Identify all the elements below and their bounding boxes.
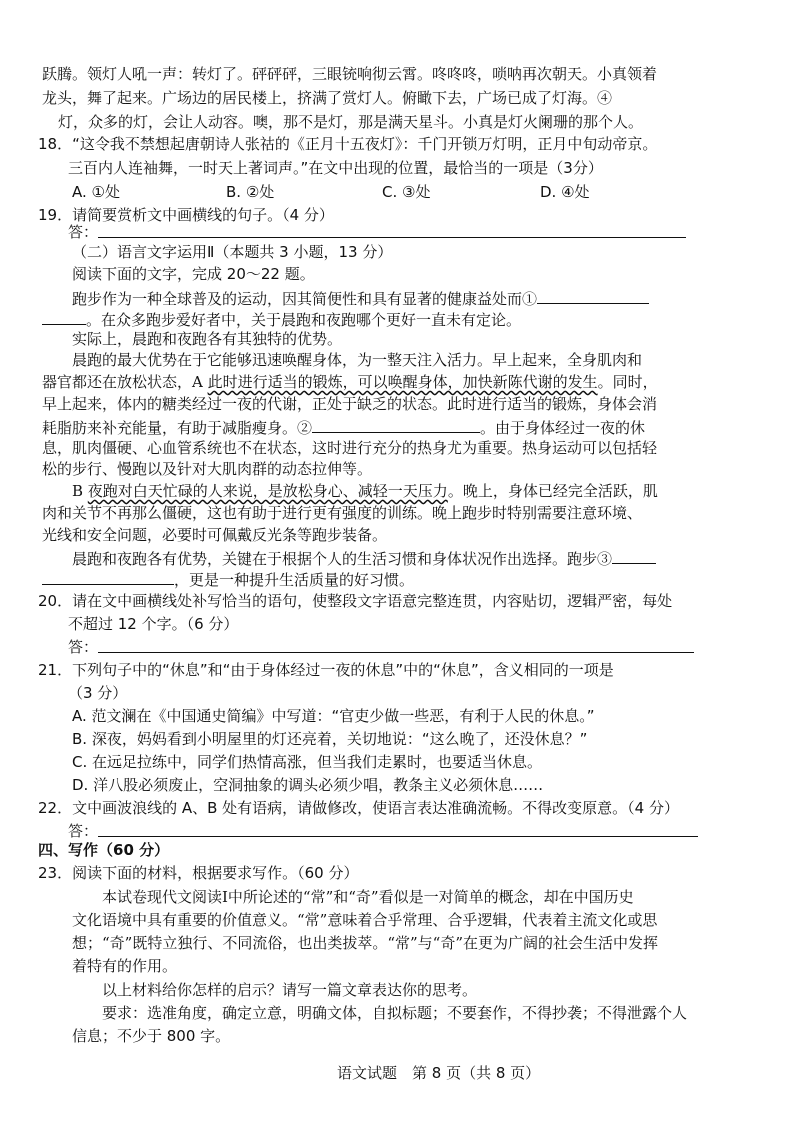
question-23: 23．阅读下面的材料，根据要求写作。（60 分） <box>38 864 359 882</box>
passage-line: 松的步行、慢跑以及针对大肌肉群的动态拉伸等。 <box>42 460 373 478</box>
writing-requirements-cont: 信息；不少于 800 字。 <box>72 1027 231 1045</box>
story-line: 龙头，舞了起来。广场边的居民楼上，挤满了赏灯人。俯瞰下去，广场已成了灯海。④ <box>42 89 613 107</box>
wavy-sentence-b: 夜跑对白天忙碌的人来说，是放松身心、减轻一天压力 <box>87 482 448 500</box>
q21-option-c: C. 在远足拉练中，同学们热情高涨，但当我们走累时，也要适当休息。 <box>72 753 543 771</box>
material-line: 想；“奇”既特立独行、不同流俗，也出类拔萃。“常”与“奇”在更为广阔的社会生活中发挥 <box>72 934 659 952</box>
passage-line: 光线和安全问题，必要时可佩戴反光条等跑步装备。 <box>42 526 388 544</box>
passage-text: 晨跑和夜跑各有优势，关键在于根据个人的生活习惯和身体状况作出选择。跑步③ <box>72 550 613 568</box>
passage-line <box>42 308 521 330</box>
q21-option-d: D. 洋八股必须废止，空洞抽象的调头必须少唱，教条主义必须休息…… <box>72 776 544 794</box>
story-line: 灯，众多的灯，会让人动容。噢，那不是灯，那是满天星斗。小真是灯火阑珊的那个人。 <box>58 113 644 131</box>
question-19: 19．请简要赏析文中画横线的句子。（4 分） <box>38 206 334 224</box>
passage-line: 晨跑的最大优势在于它能够迅速唤醒身体，为一整天注入活力。早上起来，全身肌肉和 <box>72 351 643 369</box>
passage-text: 。同时， <box>597 373 658 391</box>
passage-text: 。由于身体经过一夜的休 <box>480 419 646 437</box>
question-21: 21．下列句子中的“休息”和“由于身体经过一夜的休息”中的“休息”，含义相同的一项是 <box>38 661 614 679</box>
writing-requirements: 要求：选准角度，确定立意，明确文体，自拟标题；不要套作，不得抄袭；不得泄露个人 <box>102 1004 688 1022</box>
question-21-cont: （3 分） <box>68 684 128 702</box>
question-22: 22．文中画波浪线的 A、B 处有语病，请做修改，使语言表达准确流畅。不得改变原意。（4 分） <box>38 799 679 817</box>
blank-1-cont[interactable] <box>42 308 86 325</box>
q22-answer-line[interactable] <box>98 836 698 837</box>
q20-answer-line[interactable] <box>98 652 694 653</box>
section-instruction: 阅读下面的文字，完成 20～22 题。 <box>72 265 315 283</box>
writing-prompt: 以上材料给你怎样的启示？请写一篇文章表达你的思考。 <box>102 981 478 999</box>
q21-option-a: A. 范文澜在《中国通史简编》中写道：“官吏少做一些恶，有利于人民的休息。” <box>72 707 595 725</box>
q18-option-a: A. ①处 <box>72 183 120 201</box>
passage-line <box>72 287 649 309</box>
passage-text: 。在众多跑步爱好者中，关于晨跑和夜跑哪个更好一直未有定论。 <box>86 311 522 329</box>
blank-1[interactable] <box>537 287 649 304</box>
q19-answer-line[interactable] <box>98 237 686 238</box>
passage-text: 。晚上，身体已经完全活跃，肌 <box>447 482 658 500</box>
passage-line <box>72 481 658 501</box>
passage-line <box>42 372 658 392</box>
q18-option-c: C. ③处 <box>382 183 431 201</box>
passage-text: B <box>72 482 88 500</box>
section-heading: 四、写作（60 分） <box>38 841 170 859</box>
passage-line: 早上起来，体内的糖类经过一夜的代谢，正处于缺乏的状态。此时进行适当的锻炼，身体会消 <box>42 395 658 413</box>
q22-answer-label: 答： <box>68 822 99 840</box>
passage-line <box>72 547 656 569</box>
passage-text: 跑步作为一种全球普及的运动，因其简便性和具有显著的健康益处而① <box>72 290 538 308</box>
story-line: 跃腾。领灯人吼一声：转灯了。砰砰砰，三眼铳响彻云霄。咚咚咚，唢呐再次朝天。小真领着 <box>42 65 658 83</box>
question-18: 18．“这令我不禁想起唐朝诗人张祜的《正月十五夜灯》：千门开锁万灯明，正月中旬动帝京。 <box>38 135 658 153</box>
passage-line: 实际上，晨跑和夜跑各有其独特的优势。 <box>72 330 343 348</box>
blank-3[interactable] <box>612 547 656 564</box>
passage-line: 息，肌肉僵硬、心血管系统也不在状态，这时进行充分的热身尤为重要。热身运动可以包括轻 <box>42 439 658 457</box>
page-footer: 语文试题 第 8 页（共 8 页） <box>337 1064 541 1082</box>
material-line: 本试卷现代文阅读Ⅰ中所论述的“常”和“奇”看似是一对简单的概念，却在中国历史 <box>102 888 634 906</box>
passage-text: 器官都还在放松状态，A <box>42 373 208 391</box>
section-heading: （二）语言文字运用Ⅱ（本题共 3 小题，13 分） <box>72 243 393 261</box>
material-line: 文化语境中具有重要的价值意义。“常”意味着合乎常理、合乎逻辑，代表着主流文化或思 <box>72 911 658 929</box>
blank-2[interactable] <box>312 416 480 433</box>
passage-line <box>42 568 414 590</box>
q18-option-d: D. ④处 <box>540 183 590 201</box>
q19-answer-label: 答： <box>68 223 99 241</box>
wavy-sentence-a: 此时进行适当的锻炼，可以唤醒身体，加快新陈代谢的发生 <box>207 373 598 391</box>
q18-option-b: B. ②处 <box>226 183 275 201</box>
passage-text: 耗脂肪来补充能量，有助于减脂瘦身。② <box>42 419 313 437</box>
passage-text: ，更是一种提升生活质量的好习惯。 <box>174 571 415 589</box>
question-18-cont: 三百内人连袖舞，一时天上著词声。”在文中出现的位置，最恰当的一项是（3分） <box>68 159 603 177</box>
passage-line: 肉和关节不再那么僵硬，这也有助于进行更有强度的训练。晚上跑步时特别需要注意环境、 <box>42 504 643 522</box>
q21-option-b: B. 深夜，妈妈看到小明屋里的灯还亮着，关切地说：“这么晚了，还没休息？” <box>72 730 588 748</box>
q20-answer-label: 答： <box>68 638 99 656</box>
passage-line <box>42 416 645 438</box>
question-20-cont: 不超过 12 个字。（6 分） <box>68 615 239 633</box>
blank-3-cont[interactable] <box>42 568 174 585</box>
question-20: 20．请在文中画横线处补写恰当的语句，使整段文字语意完整连贯，内容贴切，逻辑严密，每处 <box>38 592 673 610</box>
material-line: 着特有的作用。 <box>72 957 178 975</box>
